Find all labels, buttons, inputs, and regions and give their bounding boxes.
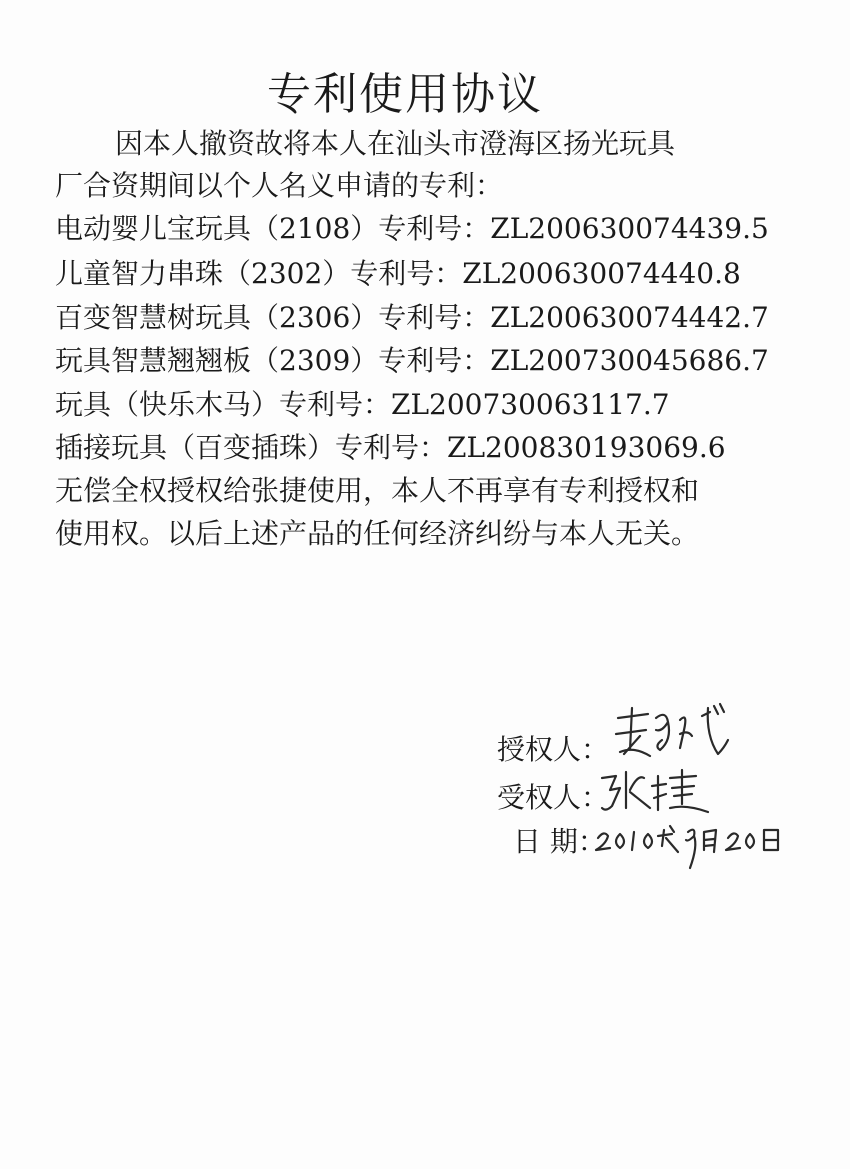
patent-line-5: 玩具（快乐木马）专利号：ZL200730063117.7 bbox=[55, 388, 670, 421]
grantor-label: 授权人： bbox=[497, 733, 610, 766]
document-title: 专利使用协议 bbox=[267, 69, 543, 120]
body-line-2: 厂合资期间以个人名义申请的专利： bbox=[55, 169, 504, 202]
patent-line-6: 插接玩具（百变插珠）专利号：ZL200830193069.6 bbox=[55, 431, 726, 464]
body-line-1: 因本人撤资故将本人在汕头市澄海区扬光玩具 bbox=[115, 127, 676, 160]
patent-line-3: 百变智慧树玩具（2306）专利号：ZL200630074442.7 bbox=[55, 301, 769, 334]
body-line-3: 无偿全权授权给张捷使用，本人不再享有专利授权和 bbox=[55, 474, 700, 507]
date-label: 日 期： bbox=[513, 825, 606, 858]
grantor-signature bbox=[610, 700, 740, 770]
grantee-label: 受权人： bbox=[497, 781, 610, 814]
patent-line-4: 玩具智慧翘翘板（2309）专利号：ZL200730045686.7 bbox=[55, 344, 769, 377]
date-handwritten bbox=[592, 812, 792, 882]
patent-line-1: 电动婴儿宝玩具（2108）专利号：ZL200630074439.5 bbox=[55, 212, 769, 245]
body-line-4: 使用权。以后上述产品的任何经济纠纷与本人无关。 bbox=[55, 517, 700, 550]
patent-line-2: 儿童智力串珠（2302）专利号：ZL200630074440.8 bbox=[55, 257, 741, 290]
